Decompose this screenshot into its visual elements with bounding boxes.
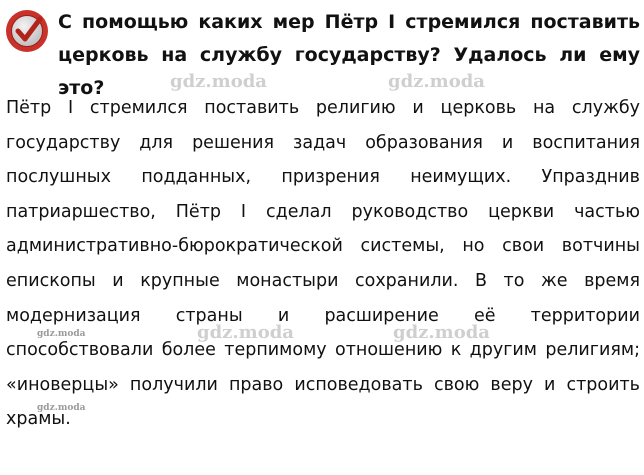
watermark-top-left: gdz.moda [170, 71, 267, 92]
answer-paragraph: Пётр I стремился поставить религию и церковь на службу государству для решения задач образования и воспитания послушных подданных, призрения неимущих. Упразднив патриаршество, Пётр I сделал руководство церкви частью административно-бюрократической системы, но свои вотчины епископы и крупные монастыри сохранили. В то же время модернизация страны и расширение её территории способствовали более терпимому отношению к другим религиям; «иноверцы» получили право исповедовать свою веру и строить храмы. [6, 98, 640, 430]
watermark-middle-left: gdz.moda [197, 322, 294, 343]
watermark-middle-right: gdz.moda [393, 322, 490, 343]
question-heading: С помощью каких мер Пётр I стремился поставить церковь на службу государству? Удалось ли ему это? [58, 11, 640, 99]
watermark-small-upper: gdz.moda [37, 329, 86, 339]
watermark-top-right: gdz.moda [388, 71, 485, 92]
watermark-small-lower: gdz.moda [37, 403, 86, 413]
check-mark-icon [4, 8, 50, 54]
